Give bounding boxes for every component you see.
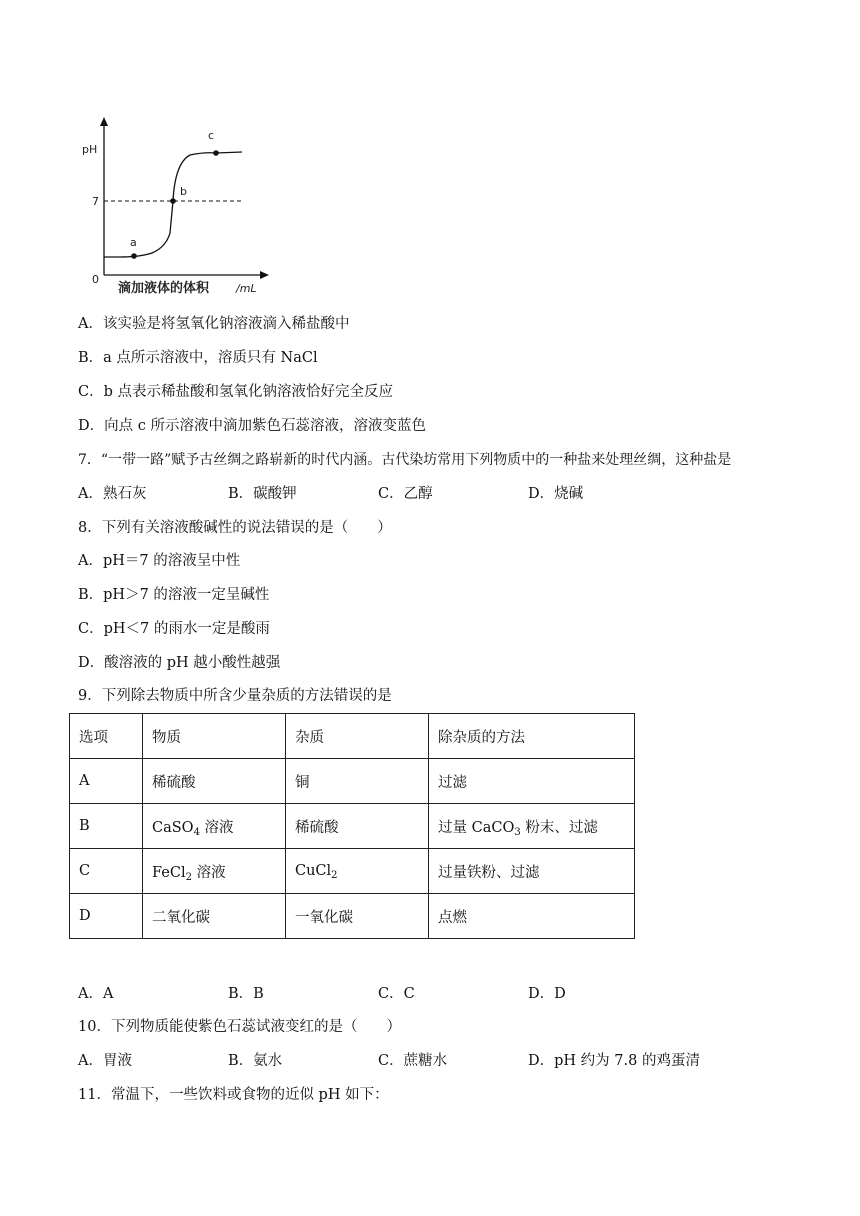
row-c-option: C [70, 849, 143, 894]
x-axis-unit: /mL [236, 282, 257, 295]
formula-text: CaSO [152, 819, 194, 836]
point-c-dot [213, 150, 219, 156]
point-b-dot [170, 198, 176, 204]
q10-option-d: D．pH 约为 7.8 的鸡蛋清 [528, 1053, 700, 1069]
row-b-impurity: 稀硫酸 [286, 804, 429, 849]
q6-option-c: C．b 点表示稀盐酸和氢氧化钠溶液恰好完全反应 [78, 384, 393, 400]
q7-option-d: D．烧碱 [528, 486, 584, 502]
q8-option-b: B．pH＞7 的溶液一定呈碱性 [78, 587, 270, 603]
formula-subscript: 2 [331, 870, 338, 881]
titration-curve [104, 152, 242, 257]
q10-option-a: A．胃液 [78, 1053, 132, 1069]
q6-option-d: D．向点 c 所示溶液中滴加紫色石蕊溶液，溶液变蓝色 [78, 418, 426, 434]
q9-stem: 9．下列除去物质中所含少量杂质的方法错误的是 [78, 688, 392, 704]
header-impurity: 杂质 [286, 714, 429, 759]
q9-option-a: A．A [78, 986, 114, 1002]
q8-stem: 8．下列有关溶液酸碱性的说法错误的是（ ） [78, 520, 392, 536]
q7-option-a: A．熟石灰 [78, 486, 147, 502]
q7-option-b: B．碳酸钾 [228, 486, 297, 502]
x-axis-label: 滴加液体的体积 [118, 281, 210, 296]
formula-tail: 溶液 [199, 819, 234, 836]
formula-text: FeCl [152, 864, 186, 881]
q9-table [69, 713, 635, 939]
row-c-impurity [286, 849, 429, 894]
table-header-row [70, 714, 635, 759]
row-b-option: B [70, 804, 143, 849]
y-axis-label: pH [82, 143, 98, 156]
q7-option-c: C．乙醇 [378, 486, 433, 502]
row-d-method: 点燃 [429, 894, 635, 939]
point-a-dot [131, 253, 137, 259]
table-row [70, 804, 635, 849]
header-method: 除杂质的方法 [429, 714, 635, 759]
q8-option-c: C．pH＜7 的雨水一定是酸雨 [78, 621, 270, 637]
q10-option-b: B．氨水 [228, 1053, 283, 1069]
row-b-substance [143, 804, 286, 849]
q8-option-d: D．酸溶液的 pH 越小酸性越强 [78, 655, 281, 671]
origin-label: 0 [92, 273, 99, 286]
q7-stem: 7．“一带一路”赋予古丝绸之路崭新的时代内涵。古代染坊常用下列物质中的一种盐来处理丝绸，这种盐是 [78, 452, 732, 468]
table-row [70, 759, 635, 804]
row-d-impurity: 一氧化碳 [286, 894, 429, 939]
point-a-label: a [130, 236, 137, 249]
row-a-impurity: 铜 [286, 759, 429, 804]
q9-option-c: C．C [378, 986, 415, 1002]
ph-titration-graph [80, 115, 280, 300]
row-a-method: 过滤 [429, 759, 635, 804]
formula-text: CuCl [295, 863, 332, 879]
q10-option-c: C．蔗糖水 [378, 1053, 448, 1069]
table-row [70, 894, 635, 939]
y-axis-arrow [100, 117, 108, 126]
row-b-method [429, 804, 635, 849]
q10-options [78, 1051, 798, 1071]
row-a-substance: 稀硫酸 [143, 759, 286, 804]
header-substance: 物质 [143, 714, 286, 759]
row-c-substance [143, 849, 286, 894]
point-b-label: b [180, 185, 187, 198]
q9-option-d: D．D [528, 986, 566, 1002]
row-c-method: 过量铁粉、过滤 [429, 849, 635, 894]
formula-subscript: 2 [185, 871, 192, 883]
q9-option-b: B．B [228, 986, 264, 1002]
table-row [70, 849, 635, 894]
q7-options [78, 484, 798, 504]
y-tick-7: 7 [92, 195, 99, 208]
formula-tail: 粉末、过滤 [520, 819, 598, 836]
formula-text: 过量 CaCO [438, 819, 515, 836]
q6-option-a: A．该实验是将氢氧化钠溶液滴入稀盐酸中 [78, 316, 350, 332]
q9-options [78, 984, 798, 1004]
q10-stem: 10．下列物质能使紫色石蕊试液变红的是（ ） [78, 1019, 401, 1035]
header-option: 选项 [70, 714, 143, 759]
point-c-label: c [208, 129, 215, 142]
formula-tail: 溶液 [191, 864, 226, 881]
x-axis-arrow [260, 271, 269, 279]
formula-subscript: 4 [193, 826, 200, 838]
q6-option-b: B．a 点所示溶液中，溶质只有 NaCl [78, 350, 318, 366]
row-d-option: D [70, 894, 143, 939]
formula-subscript: 3 [514, 826, 521, 838]
row-d-substance: 二氧化碳 [143, 894, 286, 939]
row-a-option: A [70, 759, 143, 804]
q8-option-a: A．pH＝7 的溶液呈中性 [78, 553, 241, 569]
q11-stem: 11．常温下，一些饮料或食物的近似 pH 如下： [78, 1087, 389, 1103]
